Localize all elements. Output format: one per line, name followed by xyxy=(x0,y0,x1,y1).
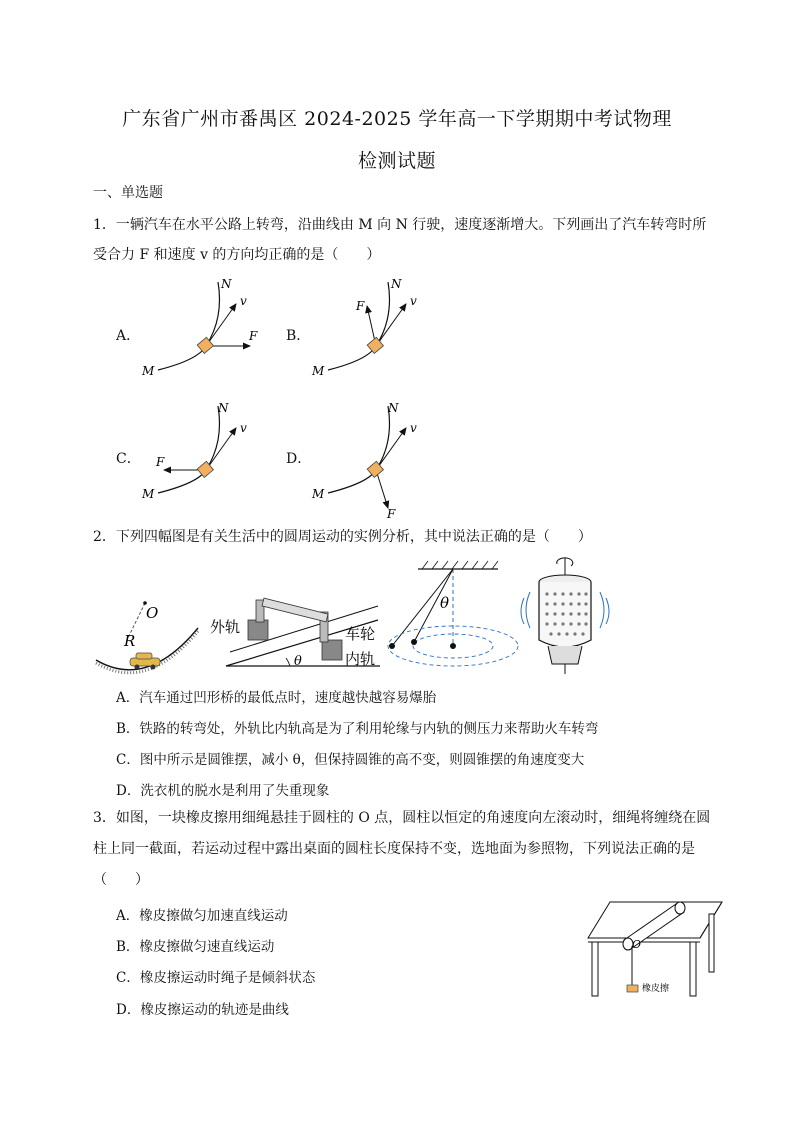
q2-option-c: C．图中所示是圆锥摆，减小 θ，但保持圆锥的高不变，则圆锥摆的角速度变大 xyxy=(116,752,585,768)
label-v: v xyxy=(240,294,247,308)
section-heading: 一、单选题 xyxy=(93,185,163,201)
label-v: v xyxy=(410,294,417,308)
label-F: F xyxy=(387,507,396,521)
label-O: O xyxy=(632,938,642,951)
q3-stem-line2: 柱上同一截面，若运动过程中露出桌面的圆柱长度保持不变，选地面为参照物，下列说法正确的是 xyxy=(93,841,695,857)
label-N: N xyxy=(218,401,229,415)
label-wheel: 车轮 xyxy=(345,625,376,643)
q3-option-c: C．橡皮擦运动时绳子是倾斜状态 xyxy=(116,970,316,986)
label-F: F xyxy=(249,329,258,343)
label-outer-rail: 外轨 xyxy=(210,618,241,636)
q3-option-b: B．橡皮擦做匀速直线运动 xyxy=(116,939,275,955)
q1-stem-line2: 受合力 F 和速度 v 的方向均正确的是（ ） xyxy=(93,247,381,263)
label-N: N xyxy=(221,277,232,291)
label-eraser: 橡皮擦 xyxy=(642,984,670,994)
q2-stem: 2．下列四幅图是有关生活中的圆周运动的实例分析，其中说法正确的是（ ） xyxy=(93,529,592,545)
label-R: R xyxy=(124,632,136,650)
label-theta: θ xyxy=(294,654,302,669)
label-M: M xyxy=(142,487,155,501)
label-M: M xyxy=(312,364,325,378)
label-v: v xyxy=(240,421,247,435)
label-M: M xyxy=(142,364,155,378)
q2-option-b: B．铁路的转弯处，外轨比内轨高是为了利用轮缘与内轨的侧压力来帮助火车转弯 xyxy=(116,721,599,737)
paper-title-line1: 广东省广州市番禺区 2024-2025 学年高一下学期期中考试物理 xyxy=(122,108,672,130)
q1-stem-line1: 1．一辆汽车在水平公路上转弯，沿曲线由 M 向 N 行驶，速度逐渐增大。下列画出了汽车转弯时所 xyxy=(93,217,707,233)
q1-option-b-label: B． xyxy=(286,328,311,344)
q1-option-c-label: C． xyxy=(116,451,141,467)
q1-option-a-label: A． xyxy=(116,328,141,344)
label-inner-rail: 内轨 xyxy=(345,650,376,668)
label-F: F xyxy=(356,299,365,313)
q3-stem-line1: 3．如图，一块橡皮擦用细绳悬挂于圆柱的 O 点，圆柱以恒定的角速度向左滚动时，细绳将缠绕在圆 xyxy=(93,810,711,826)
label-N: N xyxy=(391,277,402,291)
label-v: v xyxy=(410,421,417,435)
q2-option-d: D．洗衣机的脱水是利用了失重现象 xyxy=(116,783,330,799)
paper-title-line2: 检测试题 xyxy=(357,150,436,172)
label-N: N xyxy=(388,401,399,415)
label-theta: θ xyxy=(440,594,450,612)
label-O: O xyxy=(146,604,159,622)
q2-option-a: A．汽车通过凹形桥的最低点时，速度越快越容易爆胎 xyxy=(116,690,437,706)
label-F: F xyxy=(156,455,165,469)
label-M: M xyxy=(312,487,325,501)
q3-stem-line3: （ ） xyxy=(93,872,149,888)
eraser xyxy=(627,985,638,992)
q3-option-d: D．橡皮擦运动的轨迹是曲线 xyxy=(116,1002,289,1018)
q3-option-a: A．橡皮擦做匀加速直线运动 xyxy=(116,908,288,924)
q1-option-d-label: D． xyxy=(286,451,312,467)
